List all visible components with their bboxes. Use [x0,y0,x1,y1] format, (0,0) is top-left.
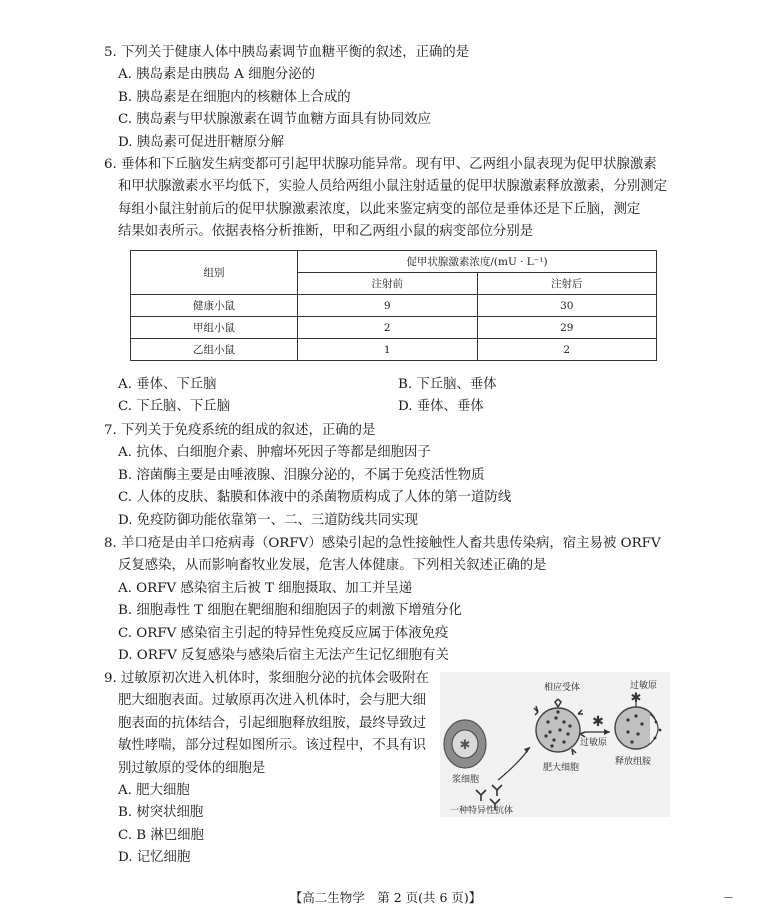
question-6-option-d: D. 垂体、垂体 [398,399,484,414]
question-7 [104,420,511,532]
question-9-stem-line-5: 别过敏原的受体的细胞是 [118,760,266,776]
table-cell-before: 9 [298,295,478,317]
svg-text:✱: ✱ [630,691,642,706]
question-6-option-a: A. 垂体、下丘脑 [118,377,217,392]
table-header-after: 注射后 [477,273,657,295]
question-7-stem: 7. 下列关于免疫系统的组成的叙述，正确的是 [104,423,376,438]
question-8 [104,533,661,667]
question-6-stem-line-1: 6. 垂体和下丘脑发生病变都可引起甲状腺功能异常。现有甲、乙两组小鼠表现为促甲状腺激素 [104,157,657,172]
table-cell-after: 2 [477,339,657,361]
table-header-concentration: 促甲状腺激素浓度/(mU · L⁻¹) [298,251,657,273]
table-row [131,295,657,317]
question-6-stem-line-3: 每组小鼠注射前后的促甲状腺激素浓度，以此来鉴定病变的部位是垂体还是下丘脑，测定 [118,201,641,217]
question-5-stem: 5. 下列关于健康人体中胰岛素调节血糖平衡的叙述，正确的是 [104,45,470,60]
question-5-option-b: B. 胰岛素是在细胞内的核糖体上合成的 [118,89,351,105]
tsh-table [130,250,657,361]
question-9-stem-line-3: 胞表面的抗体结合，引起细胞释放组胺，最终导致过 [118,715,426,731]
label-antibody: 一种特异性抗体 [450,806,514,816]
question-8-stem-line-2: 反复感染，从而影响畜牧业发展，危害人体健康。下列相关叙述正确的是 [118,558,547,574]
question-9-stem-line-2: 肥大细胞表面。过敏原再次进入机体时，会与肥大细 [118,693,426,709]
question-6-options [104,374,664,418]
table-cell-before: 1 [298,339,478,361]
corner-mark: — [724,893,733,903]
question-6-option-b: B. 下丘脑、垂体 [398,377,497,392]
question-9-option-b: B. 树突状细胞 [118,805,204,821]
label-receptor: 相应受体 [544,683,581,693]
plasma-cell-illustration [444,720,486,768]
question-8-option-c: C. ORFV 感染宿主引起的特异性免疫反应属于体液免疫 [118,625,449,641]
table-cell-before: 2 [298,317,478,339]
question-6 [104,154,667,244]
table-cell-group: 乙组小鼠 [131,339,298,361]
allergen-star-icon [592,714,604,730]
allergy-process-figure [440,672,670,817]
question-5-option-a: A. 胰岛素是由胰岛 A 细胞分泌的 [118,67,316,83]
label-plasma-cell: 浆细胞 [452,775,480,785]
question-7-option-c: C. 人体的皮肤、黏膜和体液中的杀菌物质构成了人体的第一道防线 [118,490,512,506]
question-8-option-b: B. 细胞毒性 T 细胞在靶细胞和细胞因子的刺激下增殖分化 [118,603,462,619]
question-8-option-a: A. ORFV 感染宿主后被 T 细胞摄取、加工并呈递 [118,580,413,596]
question-8-option-d: D. ORFV 反复感染与感染后宿主无法产生记忆细胞有关 [118,648,449,664]
table-cell-after: 30 [477,295,657,317]
table-header-group: 组别 [131,251,298,295]
question-6-stem-line-2: 和甲状腺激素水平均低下，实验人员给两组小鼠注射适量的促甲状腺激素释放激素，分别测定 [118,179,668,195]
label-release-histamine: 释放组胺 [615,757,652,767]
question-6-stem-line-4: 结果如表所示。依据表格分析推断，甲和乙两组小鼠的病变部位分别是 [118,224,534,240]
table-cell-group: 甲组小鼠 [131,317,298,339]
label-allergen-top: 过敏原 [630,681,658,691]
question-9-stem-line-1: 9. 过敏原初次进入机体时，浆细胞分泌的抗体会吸附在 [104,671,430,686]
question-8-stem-line-1: 8. 羊口疮是由羊口疮病毒（ORFV）感染引起的急性接触性人畜共患传染病，宿主易被 ORFV [104,536,661,551]
svg-text:✱: ✱ [459,738,471,753]
question-7-option-a: A. 抗体、白细胞介素、肿瘤坏死因子等都是细胞因子 [118,445,431,461]
page-footer: 【高二生物学 第 2 页(共 6 页)】 [289,890,482,905]
question-9-stem-line-4: 敏性哮喘，部分过程如图所示。该过程中，不具有识 [118,738,426,754]
question-7-option-b: B. 溶菌酶主要是由唾液腺、泪腺分泌的，不属于免疫活性物质 [118,467,485,483]
question-9-option-a: A. 肥大细胞 [118,783,190,799]
question-9-option-c: C. B 淋巴细胞 [118,827,204,843]
question-9 [104,668,429,870]
label-allergen-arrow: 过敏原 [580,738,608,748]
table-row [131,317,657,339]
question-7-option-d: D. 免疫防御功能依靠第一、二、三道防线共同实现 [118,512,418,528]
table-cell-group: 健康小鼠 [131,295,298,317]
table-cell-after: 29 [477,317,657,339]
question-6-option-c: C. 下丘脑、下丘脑 [118,399,231,414]
question-5 [104,42,469,154]
table-header-before: 注射前 [298,273,478,295]
svg-text:✱: ✱ [592,714,604,730]
question-5-option-c: C. 胰岛素与甲状腺激素在调节血糖方面具有协同效应 [118,112,431,128]
table-row [131,339,657,361]
question-9-option-d: D. 记忆细胞 [118,850,191,866]
label-mast-cell: 肥大细胞 [543,763,580,773]
question-5-option-d: D. 胰岛素可促进肝糖原分解 [118,134,285,150]
